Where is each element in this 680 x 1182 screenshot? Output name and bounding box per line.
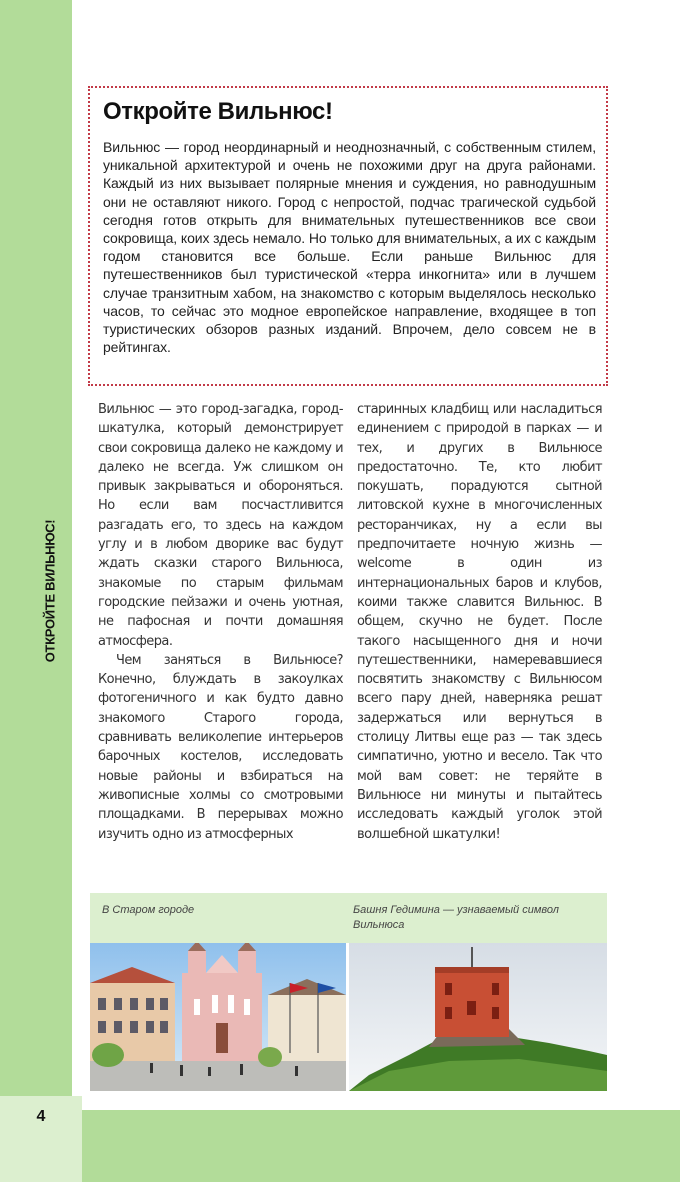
page-number: 4 xyxy=(36,1108,46,1125)
footer-bar xyxy=(82,1110,680,1182)
body-column-left xyxy=(98,400,343,844)
body-column-right xyxy=(357,400,602,844)
gediminas-tower-photo xyxy=(349,943,607,1091)
sidebar xyxy=(0,0,72,1096)
photo-caption-gediminas-tower: Башня Гедимина — узнаваемый символ Вильнюса xyxy=(353,904,559,931)
old-town-photo xyxy=(90,943,346,1091)
intro-title: Откройте Вильнюс! xyxy=(103,98,333,125)
section-label: ОТКРОЙТЕ ВИЛЬНЮС! xyxy=(42,519,58,663)
photo-caption-old-town: В Старом городе xyxy=(102,904,195,916)
body-paragraph: старинных кладбищ или насладиться единением с природой в парках — и тех, и других в Вильнюсе предостаточно. Те, кто любит покушать, порадуются сытной литовской кухне в многочисленных ресторанчиках, ну а если вы предпочитаете ночную жизнь — welcome в один из интернациональных баров и клубов, коими также славится Вильнюс. В общем, скучно не будет. После такого насыщенного дня и ночи путешественники, намеревавшиеся посвятить знакомству с Вильнюсом всего пару дней, наверняка решат задержаться или вернуться в столицу Литвы еще раз — так здесь симпатично, уютно и весело. Так что мой вам совет: не теряйте в Вильнюсе ни минуты и пытайтесь исследовать каждый уголок этой волшебной шкатулки! xyxy=(357,402,602,842)
body-paragraph: Чем заняться в Вильнюсе? Конечно, блуждать в закоулках фотогеничного и как будто давно знакомого Старого города, сравнивать великолепие интерьеров барочных костелов, исследовать новые районы и взбираться на живописные холмы со смотровыми площадками. В перерывах можно изучить одно из атмосферных xyxy=(98,652,343,842)
intro-box xyxy=(88,86,608,386)
body-paragraph: Вильнюс — это город-загадка, город-шкатулка, который демонстрирует свои сокровища далеко не каждому и далеко не всегда. Уж слишком он привык закрываться и обороняться. Но если вам посчастливится разгадать его, то здесь на каждом углу и в любом дворике вас будут ждать сказки старого Вильнюса, знакомые по старым фильмам городские пейзажи и очень уютная, не пафосная и почти домашняя атмосфера. xyxy=(98,402,343,649)
intro-text: Вильнюс — город неординарный и неоднозначный, с собственным стилем, уникальной архитектурой и очень не похожими друг на друга районами. Каждый из них вызывает полярные мнения и суждения, но равнодушным они не оставляют никого. Город с непростой, подчас трагической судьбой сегодня готов открыть для внимательных путешественников все свои сокровища, коих здесь немало. Но только для внимательных, а их с каждым годом становится все больше. Если раньше Вильнюс для путешественников был туристической «терра инкогнита» или в лучшем случае транзитным хабом, на знакомство с которым выделялось несколько часов, то сейчас это модное европейское направление, входящее в топ туристических обзоров разных изданий. Впрочем, дело совсем не в рейтингах. xyxy=(103,139,596,356)
page-number-box xyxy=(0,1096,82,1182)
